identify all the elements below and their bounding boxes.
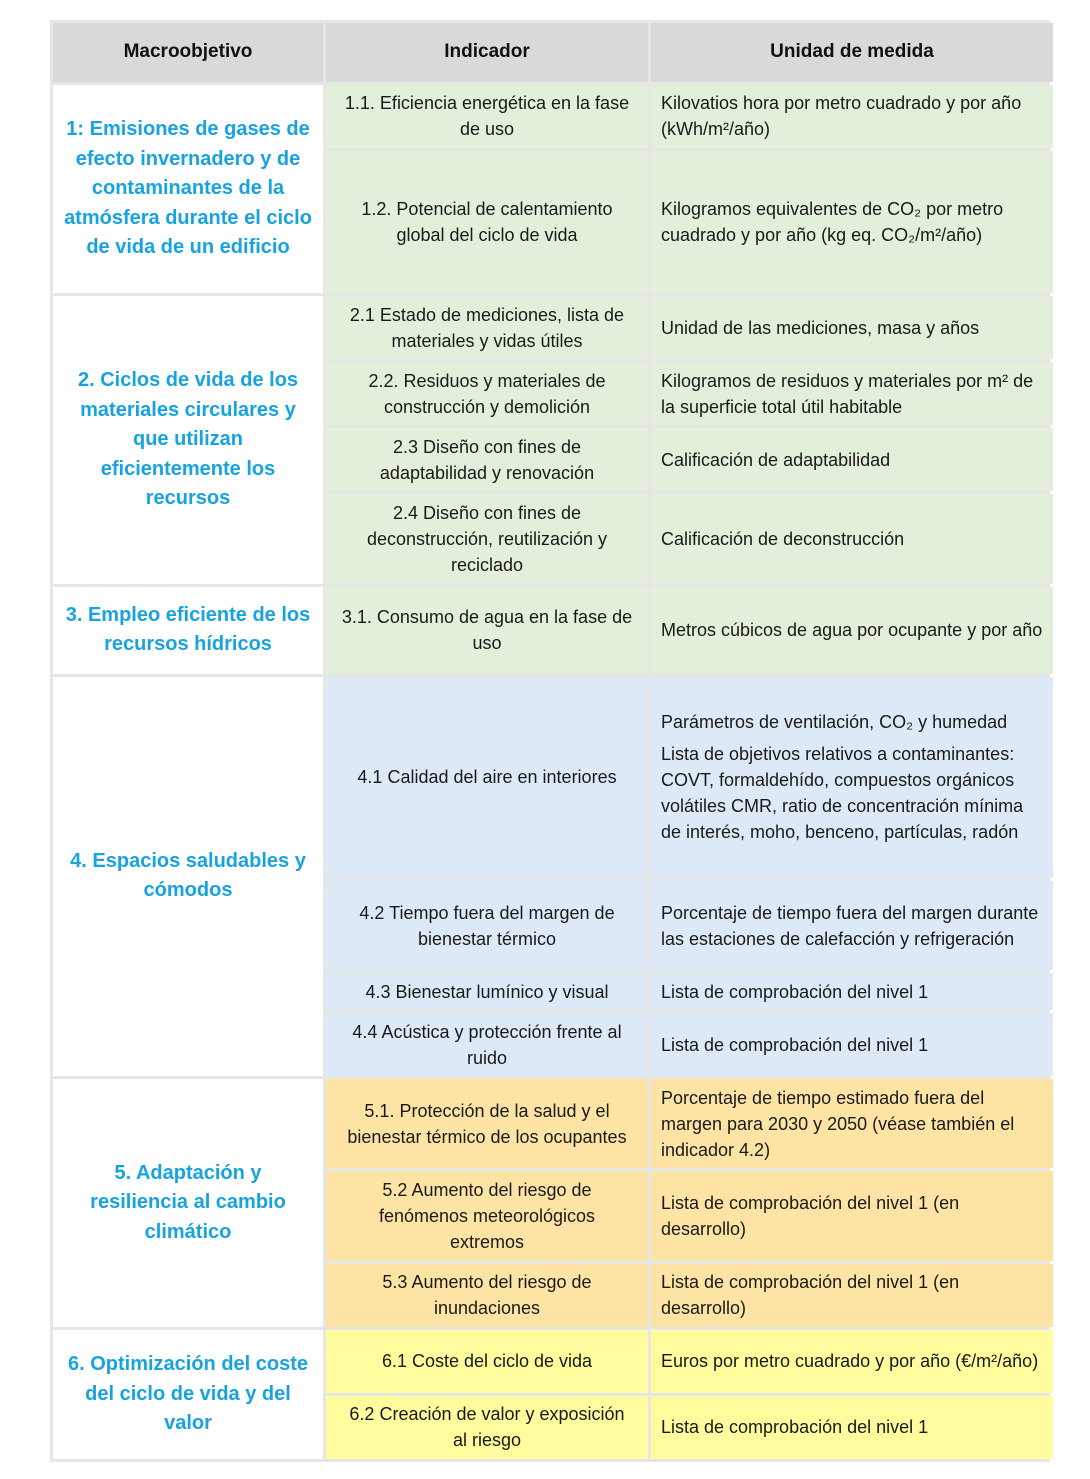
indicator-cell: 4.3 Bienestar lumínico y visual [326, 973, 648, 1010]
unit-cell: Porcentaje de tiempo fuera del margen durante las estaciones de calefacción y refrigeración [651, 881, 1053, 970]
unit-line-2: Lista de objetivos relativos a contaminantes: COVT, formaldehído, compuestos orgánicos volátiles CMR, ratio de concentración mínima de interés, moho, benceno, partículas, radón [661, 744, 1024, 843]
header-row [53, 23, 1053, 82]
indicator-cell: 5.2 Aumento del riesgo de fenómenos meteorológicos extremos [326, 1171, 648, 1260]
header-macro: Macroobjetivo [53, 23, 323, 82]
indicators-table-container [50, 20, 1050, 1462]
indicator-cell: 6.2 Creación de valor y exposición al riesgo [326, 1396, 648, 1459]
unit-cell: Lista de comprobación del nivel 1 (en desarrollo) [651, 1171, 1053, 1260]
table-row [53, 1330, 1053, 1393]
table-row [53, 85, 1053, 148]
indicator-cell: 2.4 Diseño con fines de deconstrucción, reutilización y reciclado [326, 494, 648, 583]
unit-cell: Lista de comprobación del nivel 1 [651, 1396, 1053, 1459]
header-unit: Unidad de medida [651, 23, 1053, 82]
indicator-cell: 4.1 Calidad del aire en interiores [326, 677, 648, 878]
unit-line-1: Parámetros de ventilación, CO₂ y humedad [661, 712, 1008, 733]
indicators-table [50, 20, 1056, 1462]
unit-cell: Metros cúbicos de agua por ocupante y por año [651, 587, 1053, 674]
unit-cell: Lista de comprobación del nivel 1 [651, 973, 1053, 1010]
indicator-cell: 1.2. Potencial de calentamiento global del ciclo de vida [326, 151, 648, 293]
unit-cell: Calificación de deconstrucción [651, 494, 1053, 583]
macro-3: 3. Empleo eficiente de los recursos hídricos [53, 587, 323, 674]
indicator-cell: 4.4 Acústica y protección frente al ruido [326, 1013, 648, 1076]
macro-2: 2. Ciclos de vida de los materiales circulares y que utilizan eficientemente los recursos [53, 296, 323, 583]
indicator-cell: 5.3 Aumento del riesgo de inundaciones [326, 1264, 648, 1327]
indicator-cell: 2.3 Diseño con fines de adaptabilidad y renovación [326, 428, 648, 491]
unit-cell: Kilovatios hora por metro cuadrado y por año (kWh/m²/año) [651, 85, 1053, 148]
unit-cell: Lista de comprobación del nivel 1 (en desarrollo) [651, 1264, 1053, 1327]
unit-cell: Lista de comprobación del nivel 1 [651, 1013, 1053, 1076]
indicator-cell: 4.2 Tiempo fuera del margen de bienestar térmico [326, 881, 648, 970]
unit-cell: Unidad de las mediciones, masa y años [651, 296, 1053, 359]
indicator-cell: 2.1 Estado de mediciones, lista de materiales y vidas útiles [326, 296, 648, 359]
indicator-cell: 5.1. Protección de la salud y el bienestar térmico de los ocupantes [326, 1079, 648, 1168]
unit-cell [651, 677, 1053, 878]
unit-cell: Euros por metro cuadrado y por año (€/m²/año) [651, 1330, 1053, 1393]
table-row [53, 296, 1053, 359]
table-row [53, 587, 1053, 674]
table-row [53, 677, 1053, 878]
macro-4: 4. Espacios saludables y cómodos [53, 677, 323, 1076]
unit-cell: Kilogramos de residuos y materiales por m² de la superficie total útil habitable [651, 362, 1053, 425]
macro-6: 6. Optimización del coste del ciclo de vida y del valor [53, 1330, 323, 1459]
unit-cell: Kilogramos equivalentes de CO₂ por metro cuadrado y por año (kg eq. CO₂/m²/año) [651, 151, 1053, 293]
macro-1: 1: Emisiones de gases de efecto invernadero y de contaminantes de la atmósfera durante el ciclo de vida de un edificio [53, 85, 323, 293]
table-row [53, 1079, 1053, 1168]
unit-cell: Calificación de adaptabilidad [651, 428, 1053, 491]
header-indicator: Indicador [326, 23, 648, 82]
indicator-cell: 2.2. Residuos y materiales de construcción y demolición [326, 362, 648, 425]
indicator-cell: 3.1. Consumo de agua en la fase de uso [326, 587, 648, 674]
macro-5: 5. Adaptación y resiliencia al cambio climático [53, 1079, 323, 1327]
indicator-cell: 1.1. Eficiencia energética en la fase de uso [326, 85, 648, 148]
unit-cell: Porcentaje de tiempo estimado fuera del margen para 2030 y 2050 (véase también el indicador 4.2) [651, 1079, 1053, 1168]
indicator-cell: 6.1 Coste del ciclo de vida [326, 1330, 648, 1393]
